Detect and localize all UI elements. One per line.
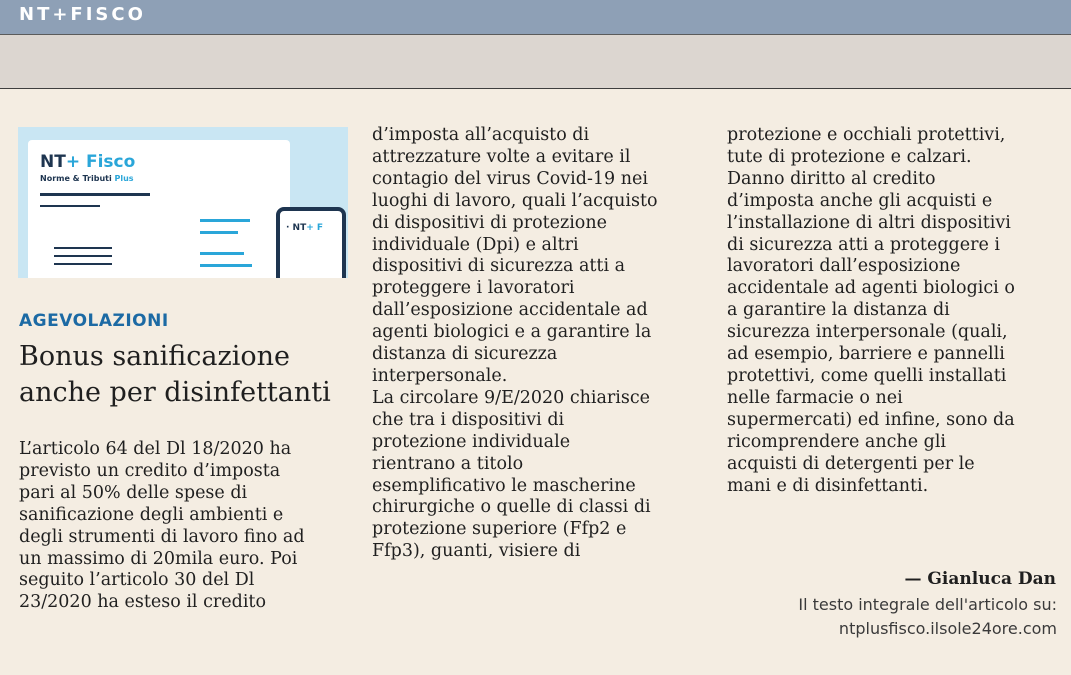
article-text-line: 23/2020 ha esteso il credito <box>19 592 266 613</box>
article-text-line: nelle farmacie o nei <box>727 387 903 408</box>
article-text-line: un massimo di 20mila euro. Poi <box>19 548 298 569</box>
article-text-line: seguito l’articolo 30 del Dl <box>19 570 255 591</box>
article-text-line: rientrano a titolo <box>372 453 524 474</box>
article-text-line: luoghi di lavoro, quali l’acquisto <box>372 190 658 211</box>
thumbnail-line <box>54 255 112 257</box>
article-text-line: di sicurezza atti a proteggere i <box>727 234 1000 255</box>
thumbnail-line <box>40 205 100 207</box>
full-text-label: Il testo integrale dell'articolo su: <box>798 595 1057 614</box>
article-text-line: ricomprendere anche gli <box>727 431 947 452</box>
thumbnail-line <box>200 252 244 255</box>
thumbnail-subtitle: Norme & Tributi Plus <box>40 174 134 183</box>
thumbnail-line <box>40 193 150 196</box>
article-column-1 <box>19 439 354 614</box>
article-headline[interactable]: Bonus sanificazione anche per disinfettanti <box>19 341 331 408</box>
article-text-line: Ffp3), guanti, visiere di <box>372 541 581 562</box>
article-text-line: distanza di sicurezza <box>372 344 558 365</box>
article-text-line: La circolare 9/E/2020 chiarisce <box>372 387 651 408</box>
top-bar <box>0 0 1071 34</box>
article-text-line: chirurgiche o quelle di classi di <box>372 497 651 518</box>
article-text-line: protezione e occhiali protettivi, <box>727 125 1006 145</box>
article-column-3 <box>727 125 1062 497</box>
article-text-line: ad esempio, barriere e pannelli <box>727 344 1005 365</box>
thumbnail-logo: NT+ Fisco <box>40 152 136 172</box>
article-text-line: a garantire la distanza di <box>727 300 950 321</box>
article-text-line: protettivi, come quelli installati <box>727 365 1007 386</box>
article-thumbnail[interactable] <box>18 127 348 278</box>
article-text-line: mani e di disinfettanti. <box>727 475 929 496</box>
article-signature: — Gianluca Dan <box>904 569 1056 589</box>
article-text-line: esemplificativo le mascherine <box>372 475 636 496</box>
article-text-line: Danno diritto al credito <box>727 168 936 189</box>
thumbnail-line <box>54 247 112 249</box>
article-text-line: proteggere i lavoratori <box>372 278 575 299</box>
article-text-line: accidentale ad agenti biologici o <box>727 278 1015 299</box>
article-text-line: previsto un credito d’imposta <box>19 460 281 481</box>
header-band <box>0 34 1071 89</box>
article-text-line: d’imposta anche gli acquisti e <box>727 190 993 211</box>
article-text-line: di dispositivi di protezione <box>372 212 607 233</box>
phone-icon: · NT+ F <box>276 207 346 278</box>
full-text-link[interactable]: ntplusfisco.ilsole24ore.com <box>838 619 1057 638</box>
thumbnail-line <box>54 263 112 265</box>
article-text-line: pari al 50% delle spese di <box>19 482 248 503</box>
thumbnail-line <box>200 219 250 222</box>
article-text-line: L’articolo 64 del Dl 18/2020 ha <box>19 439 292 459</box>
article-text-line: attrezzature volte a evitare il <box>372 146 631 167</box>
article-text-line: contagio del virus Covid-19 nei <box>372 168 648 189</box>
article-text-line: dall’esposizione accidentale ad <box>372 300 648 321</box>
article-text-line: dispositivi di sicurezza atti a <box>372 256 626 277</box>
article-text-line: protezione individuale <box>372 431 571 452</box>
article-text-line: che tra i dispositivi di <box>372 409 565 430</box>
article-text-line: supermercati) ed infine, sono da <box>727 409 1015 430</box>
article-kicker: AGEVOLAZIONI <box>19 311 169 331</box>
article-text-line: sicurezza interpersonale (quali, <box>727 322 1008 343</box>
article-text-line: individuale (Dpi) e altri <box>372 234 579 255</box>
brand-label: NT+FISCO <box>19 4 146 25</box>
article-text-line: d’imposta all’acquisto di <box>372 125 590 145</box>
article-column-2 <box>372 125 712 563</box>
article-text-line: protezione superiore (Ffp2 e <box>372 519 627 540</box>
thumbnail-line <box>200 264 252 267</box>
article-text-line: l’installazione di altri dispositivi <box>727 212 1011 233</box>
article-text-line: interpersonale. <box>372 365 508 386</box>
article-text-line: lavoratori dall’esposizione <box>727 256 961 277</box>
article-text-line: tute di protezione e calzari. <box>727 146 972 167</box>
article-text-line: sanificazione degli ambienti e <box>19 504 284 525</box>
article-text-line: agenti biologici e a garantire la <box>372 322 652 343</box>
article-text-line: acquisti di detergenti per le <box>727 453 975 474</box>
thumbnail-line <box>200 231 238 234</box>
article-text-line: degli strumenti di lavoro fino ad <box>19 526 305 547</box>
